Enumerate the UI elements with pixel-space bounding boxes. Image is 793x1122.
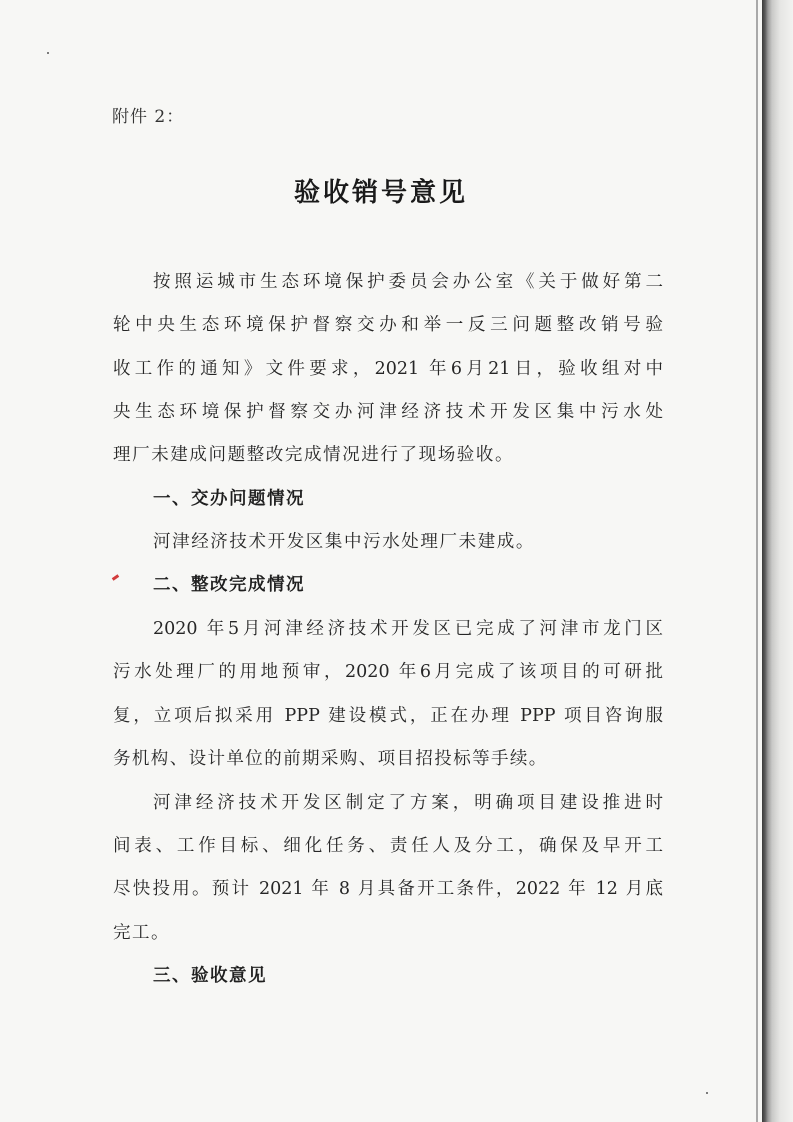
intro-line: 轮中央生态环境保护督察交办和举一反三问题整改销号验 [113, 315, 663, 335]
document-title: 验收销号意见 [293, 178, 468, 208]
intro-line: 央生态环境保护督察交办河津经济技术开发区集中污水处 [113, 402, 663, 422]
section2-line: 尽快投用。预计 2021 年 8 月具备开工条件，2022 年 12 月底 [113, 879, 663, 899]
section-heading-3: 三、验收意见 [153, 966, 267, 986]
section2-line: 复，立项后拟采用 PPP 建设模式，正在办理 PPP 项目咨询服 [113, 706, 663, 726]
section2-line: 2020 年5月河津经济技术开发区已完成了河津市龙门区 [153, 619, 663, 639]
section-heading-2: 二、整改完成情况 [153, 575, 305, 595]
section2-line: 完工。 [113, 923, 170, 943]
section2-line: 务机构、设计单位的前期采购、项目招投标等手续。 [113, 749, 548, 769]
section1-text: 河津经济技术开发区集中污水处理厂未建成。 [153, 532, 535, 552]
section-heading-1: 一、交办问题情况 [153, 489, 305, 509]
red-ink-mark [112, 574, 119, 580]
scan-speck [47, 52, 49, 54]
section2-line: 污水处理厂的用地预审，2020 年6月完成了该项目的可研批 [113, 662, 663, 682]
scan-speck [706, 1092, 708, 1094]
page-fold-line [756, 0, 758, 1122]
intro-line: 理厂未建成问题整改完成情况进行了现场验收。 [113, 445, 515, 465]
attachment-label: 附件 2： [112, 107, 185, 127]
section2-line: 河津经济技术开发区制定了方案，明确项目建设推进时 [153, 793, 663, 813]
section2-line: 间表、工作目标、细化任务、责任人及分工，确保及早开工 [113, 836, 663, 856]
intro-line: 收工作的通知》文件要求，2021 年6月21日，验收组对中 [113, 359, 663, 379]
intro-line: 按照运城市生态环境保护委员会办公室《关于做好第二 [153, 272, 663, 292]
scan-edge-shadow [762, 0, 793, 1122]
